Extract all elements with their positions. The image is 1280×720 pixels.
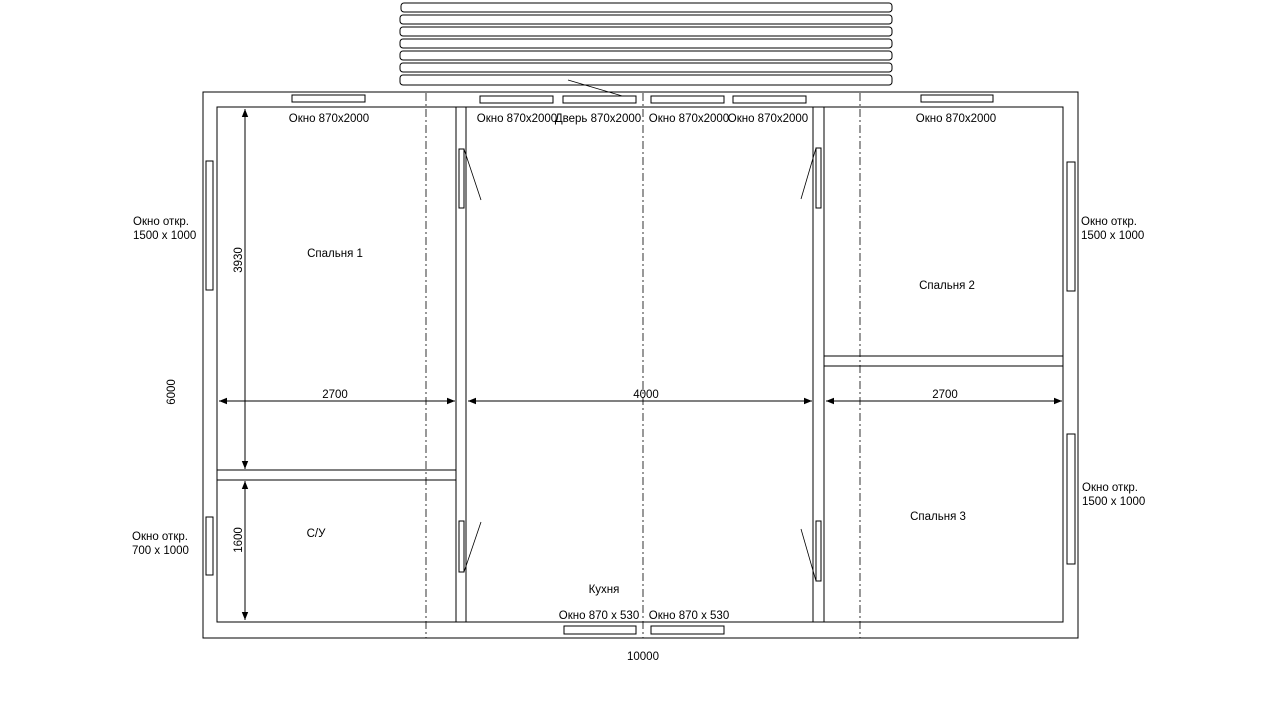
dim-bedroom1-depth: 3930 — [233, 247, 245, 273]
dim-total-width: 10000 — [627, 651, 659, 663]
label-top-window-2: Окно 870х2000 — [476, 113, 558, 125]
room-bedroom-2: Спальня 2 — [919, 280, 975, 292]
top-windows — [292, 95, 993, 103]
label-left-window-top-l2: 1500 x 1000 — [133, 230, 197, 242]
doors — [459, 148, 821, 581]
room-kitchen: Кухня — [588, 584, 620, 596]
label-top-window-4: Окно 870х2000 — [727, 113, 809, 125]
interior-walls — [217, 107, 1063, 622]
dim-center-width: 4000 — [633, 389, 659, 401]
label-top-left-window: Окно 870х2000 — [288, 113, 370, 125]
dim-right-width: 2700 — [932, 389, 958, 401]
label-left-window-bottom-l1: Окно откр. — [132, 531, 188, 543]
label-top-right-window: Окно 870х2000 — [915, 113, 997, 125]
dim-left-width: 2700 — [322, 389, 348, 401]
bottom-windows — [564, 626, 724, 634]
porch-steps — [400, 3, 892, 100]
label-right-window-bottom-l2: 1500 x 1000 — [1082, 496, 1146, 508]
label-right-window-bottom-l1: Окно откр. — [1082, 482, 1138, 494]
dim-total-depth: 6000 — [166, 379, 178, 405]
label-top-door: Дверь 870х2000 — [554, 113, 642, 125]
label-right-window-top-l2: 1500 x 1000 — [1081, 230, 1145, 242]
room-bedroom-1: Спальня 1 — [307, 248, 363, 260]
label-top-window-3: Окно 870х2000 — [648, 113, 730, 125]
label-bottom-window-2: Окно 870 x 530 — [648, 610, 730, 622]
room-bathroom: С/У — [306, 528, 326, 540]
label-left-window-bottom-l2: 700 x 1000 — [132, 545, 189, 557]
axis-lines — [426, 93, 860, 638]
label-bottom-window-1: Окно 870 x 530 — [558, 610, 640, 622]
label-right-window-top-l1: Окно откр. — [1081, 216, 1137, 228]
room-bedroom-3: Спальня 3 — [910, 511, 966, 523]
dim-bathroom-depth: 1600 — [233, 527, 245, 553]
label-left-window-top-l1: Окно откр. — [133, 216, 189, 228]
